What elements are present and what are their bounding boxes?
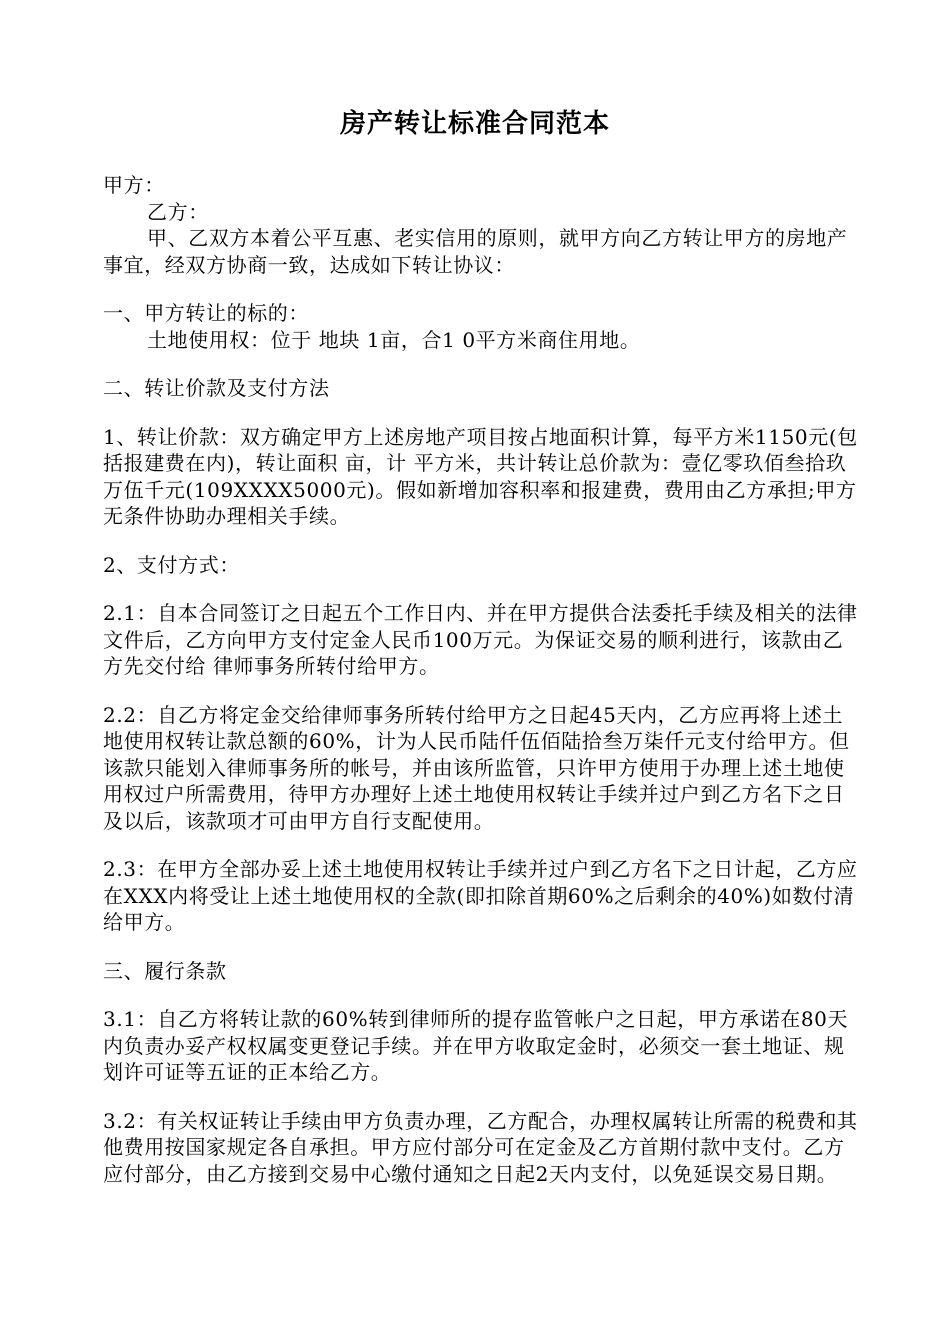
clause-2-2: 2.2：自乙方将定金交给律师事务所转付给甲方之日起45天内，乙方应再将上述土地使用权转让款总额的60%，计为人民币陆仟伍佰陆拾叁万柒仟元支付给甲方。但该款只能划入律师事务所的帐号，并由该所监管，只许甲方使用于办理上述土地使用权过户所需费用，待甲方办理好上述土地使用权转让手续并过户到乙方名下之日及以后，该款项才可由甲方自行支配使用。 — [103, 702, 850, 833]
section-1-text: 土地使用权：位于 地块 1亩，合1 0平方米商住用地。 — [147, 327, 641, 352]
intro-paragraph: 甲、乙双方本着公平互惠、老实信用的原则，就甲方向乙方转让甲方的房地产事宜，经双方协商一致，达成如下转让协议： — [103, 226, 848, 277]
party-a-line: 甲方： — [103, 173, 165, 197]
section-2-heading: 二、转让价款及支付方法 — [103, 376, 330, 400]
clause-2-3: 2.3：在甲方全部办妥上述土地使用权转让手续并过户到乙方名下之日计起，乙方应在XXX内将受让上述土地使用权的全款(即扣除首期60%之后剩余的40%)如数付清给甲方。 — [103, 857, 858, 934]
section-1-heading: 一、甲方转让的标的： — [103, 301, 309, 325]
clause-transfer-price: 1、转让价款：双方确定甲方上述房地产项目按占地面积计算，每平方米1150元(包括报建费在内)，转让面积 亩，计 平方米，共计转让总价款为：壹亿零玖佰叁拾玖万伍千元(109XXXX5000元)。假如新增加容积率和报建费，费用由乙方承担;甲方无条件协助办理相关手续。 — [103, 424, 858, 528]
party-b-line: 乙方： — [147, 199, 209, 224]
clause-2-1: 2.1：自本合同签订之日起五个工作日内、并在甲方提供合法委托手续及相关的法律文件后，乙方向甲方支付定金人民币100万元。为保证交易的顺利进行，该款由乙方先交付给 律师事务所转付给甲方。 — [103, 601, 858, 678]
clause-3-2: 3.2：有关权证转让手续由甲方负责办理，乙方配合，办理权属转让所需的税费和其他费用按国家规定各自承担。甲方应付部分可在定金及乙方首期付款中支付。乙方应付部分，由乙方接到交易中心缴付通知之日起2天内支付，以免延误交易日期。 — [103, 1108, 858, 1186]
document-body — [103, 172, 863, 1187]
document-title: 房产转让标准合同范本 — [339, 109, 610, 139]
clause-3-1: 3.1：自乙方将转让款的60%转到律师所的提存监管帐户之日起，甲方承诺在80天内负责办妥产权权属变更登记手续。并在甲方收取定金时，必须交一套土地证、规划许可证等五证的正本给乙方。 — [103, 1007, 849, 1084]
section-3-heading: 三、履行条款 — [103, 958, 227, 983]
clause-payment-heading: 2、支付方式： — [103, 552, 240, 577]
